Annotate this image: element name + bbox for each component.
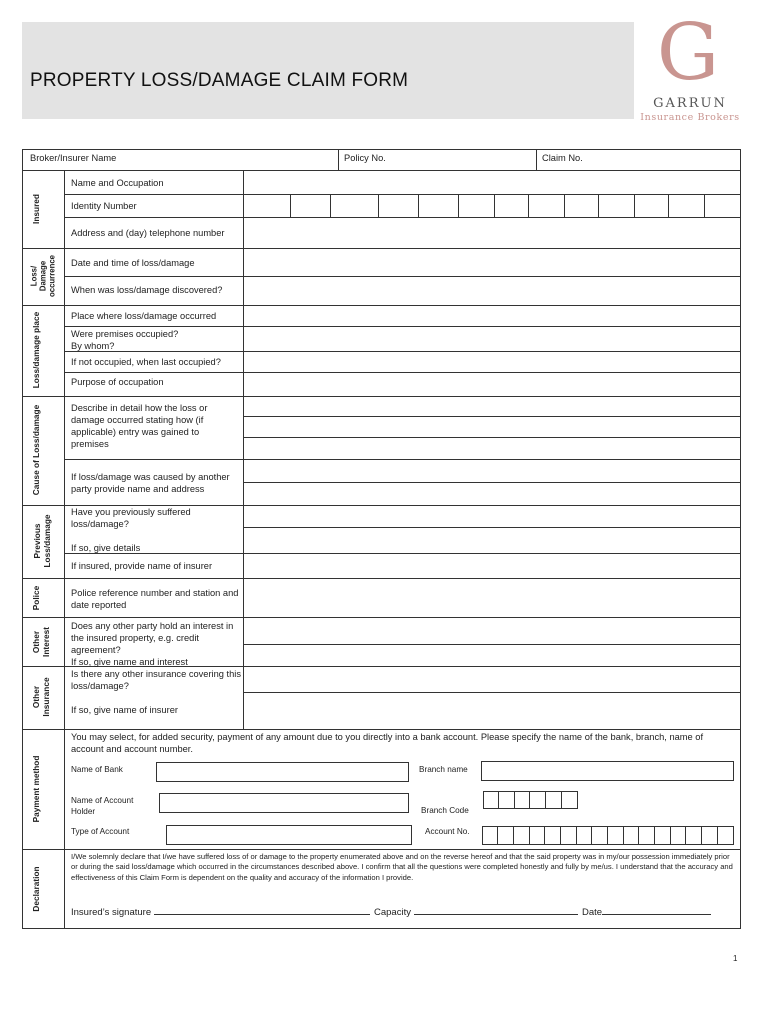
identity-number-label: Identity Number [71, 201, 137, 211]
policy-no-label: Policy No. [344, 153, 386, 163]
address-phone-label: Address and (day) telephone number [71, 228, 225, 238]
logo-subtitle: Insurance Brokers [640, 112, 740, 123]
section-declaration: Declaration [31, 866, 41, 912]
account-no-label: Account No. [425, 827, 470, 836]
other-insurance-label: Is there any other insurance covering this loss/damage? [71, 669, 242, 691]
broker-insurer-label: Broker/Insurer Name [30, 153, 117, 163]
when-discovered-label: When was loss/damage discovered? [71, 285, 223, 295]
other-party-label: If loss/damage was caused by another party provide name and address [71, 472, 230, 494]
page-number: 1 [733, 954, 738, 963]
police-ref-field[interactable] [244, 579, 740, 617]
account-type-field[interactable] [166, 825, 412, 845]
describe-field[interactable] [244, 397, 740, 459]
declaration-text: I/We solemnly declare that I/we have suffered loss of or damage to the property enumerated above and on the reverse hereof and that the said property was in my/our possession immediately prior or during the said loss/damage which occurred in the circumstances described above. I confirm that all the questions were completed honestly and fully by me/us. I understand that the accuracy and effectiveness of this Claim Form is dependent on the quality and accuracy of the information I provide. [71, 852, 733, 882]
name-of-insurer-label: If so, give name of insurer [71, 705, 178, 715]
describe-label: Describe in detail how the loss or damage occurred stating how (if applicable) entry was gained to premises [71, 403, 208, 449]
date-time-field[interactable] [244, 249, 740, 276]
section-cause: Cause of Loss/damage [31, 404, 41, 496]
account-holder-label: Name of Account Holder [71, 796, 134, 816]
branch-code-label: Branch Code [421, 806, 469, 815]
address-phone-field[interactable] [244, 218, 740, 248]
bank-name-label: Name of Bank [71, 765, 123, 774]
section-loss-occurrence: Loss/ Damage occurrence [29, 254, 57, 298]
section-loss-place: Loss/damage place [31, 311, 41, 389]
date-label: Date [582, 907, 603, 918]
section-payment: Payment method [31, 755, 41, 823]
account-holder-field[interactable] [159, 793, 409, 813]
signature-line[interactable] [71, 905, 370, 918]
section-previous: Previous Loss/damage [32, 514, 52, 568]
payment-intro: You may select, for added security, payment of any amount due to you directly into a bank account. Please specify the name of the bank, branch, name of account and account number. [71, 732, 704, 754]
branch-name-field[interactable] [481, 761, 734, 781]
section-insured: Insured [31, 194, 41, 224]
signature-label: Insured’s signature [71, 907, 152, 918]
section-other-interest: Other Interest [31, 627, 51, 657]
previously-suffered-label: Have you previously suffered loss/damage? [71, 507, 191, 529]
premises-occupied-label: Were premises occupied? By whom? [71, 329, 179, 351]
section-other-insurance: Other Insurance [31, 677, 51, 717]
section-police: Police [31, 585, 41, 611]
branch-name-label: Branch name [419, 765, 468, 774]
account-type-label: Type of Account [71, 827, 130, 836]
account-no-field[interactable] [482, 826, 734, 845]
name-occupation-label: Name and Occupation [71, 178, 164, 188]
date-line[interactable] [582, 905, 711, 918]
other-party-interest-label: Does any other party hold an interest in the insured property, e.g. credit agreement? If so, give name and interest [71, 621, 234, 667]
capacity-label: Capacity [374, 907, 411, 918]
last-occupied-label: If not occupied, when last occupied? [71, 357, 221, 367]
insured-insurer-label: If insured, provide name of insurer [71, 561, 213, 571]
logo-name: GARRUN [653, 96, 727, 111]
capacity-line[interactable] [374, 905, 578, 918]
date-time-label: Date and time of loss/damage [71, 258, 195, 268]
bank-name-field[interactable] [156, 762, 409, 782]
give-details-label: If so, give details [71, 543, 141, 553]
claim-no-label: Claim No. [542, 153, 583, 163]
place-label: Place where loss/damage occurred [71, 311, 217, 321]
garrun-logo-icon: G [656, 8, 720, 98]
other-party-field[interactable] [244, 460, 740, 505]
name-occupation-field[interactable] [244, 171, 740, 194]
police-ref-label: Police reference number and station and date reported [71, 588, 239, 610]
place-field[interactable] [244, 306, 740, 326]
when-discovered-field[interactable] [244, 277, 740, 305]
branch-code-field[interactable] [483, 791, 578, 809]
purpose-label: Purpose of occupation [71, 377, 164, 387]
form-title: PROPERTY LOSS/DAMAGE CLAIM FORM [30, 70, 409, 91]
